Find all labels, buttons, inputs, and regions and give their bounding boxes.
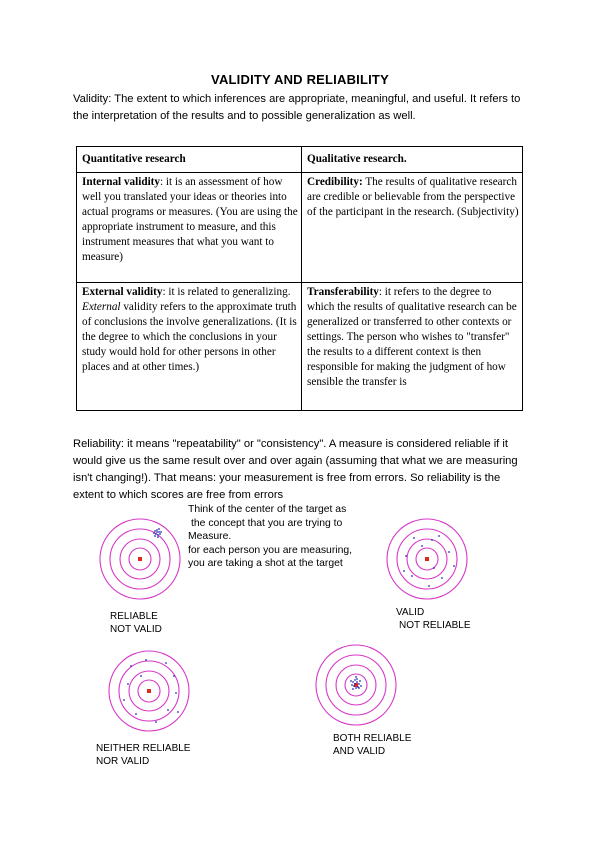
shot-mark	[155, 533, 157, 535]
shot-mark	[403, 570, 405, 572]
target-explanation	[188, 503, 388, 571]
note-line: the concept that you are trying to	[191, 517, 343, 529]
note-line: you are taking a shot at the target	[188, 558, 343, 569]
caption-line: NEITHER RELIABLE	[96, 743, 191, 754]
shot-mark	[421, 545, 423, 547]
shot-mark	[352, 681, 354, 683]
shot-mark	[160, 531, 162, 533]
shot-mark	[360, 685, 362, 687]
note-line: for each person you are measuring,	[188, 544, 353, 556]
shot-mark	[130, 665, 132, 667]
reliability-definition: Reliability: it means "repeatability" or "consistency". A measure is considered reliable if it would give us the same result over and over again (assuming that what we are measuring isn't changing!). That means: your measurement is free from errors. So reliability is the extent to which scores are free from errors	[73, 438, 518, 501]
shot-mark	[145, 659, 147, 661]
shot-mark	[356, 678, 358, 680]
shot-mark	[351, 684, 353, 686]
shot-mark	[356, 681, 358, 683]
transferability-text: : it refers to the degree to which the results of qualitative research can be generalized or transferred to other contexts or settings. The person who wishes to "transfer" the results to a different context is then responsible for making the judgment of how sensible the transfer is	[307, 286, 517, 388]
target-reliable-not-valid	[97, 516, 183, 602]
external-validity-text: : it is related to generalizing.	[162, 286, 291, 298]
shot-mark	[354, 683, 356, 685]
shot-mark	[355, 676, 357, 678]
table-row	[77, 283, 523, 411]
shot-mark	[159, 533, 161, 535]
external-validity-rest: validity refers to the approximate truth of conclusions the involve generalizations. (It is the degree to which the conclusions in your study would hold for other persons in other places and at other times.)	[82, 301, 297, 373]
table-header-row	[77, 147, 523, 173]
target-caption	[333, 733, 411, 758]
shot-mark	[156, 529, 158, 531]
shot-mark	[177, 711, 179, 713]
shot-mark	[411, 575, 413, 577]
shot-mark	[428, 585, 430, 587]
bullseye-mark	[138, 557, 142, 561]
external-validity-term: External validity	[82, 286, 163, 298]
shot-mark	[154, 530, 156, 532]
shot-mark	[431, 539, 433, 541]
shot-mark	[358, 687, 360, 689]
internal-validity-cell	[77, 173, 302, 283]
bullseye-mark	[147, 689, 151, 693]
shot-mark	[359, 680, 361, 682]
shot-mark	[352, 688, 354, 690]
target-both	[313, 642, 399, 728]
table-row	[77, 173, 523, 283]
shot-mark	[441, 577, 443, 579]
caption-line: NOT VALID	[110, 623, 162, 635]
credibility-cell	[302, 173, 523, 283]
shot-mark	[358, 683, 360, 685]
caption-line: RELIABLE	[110, 611, 158, 622]
caption-line: BOTH RELIABLE	[333, 733, 412, 744]
target-caption	[110, 611, 162, 636]
shot-mark	[448, 551, 450, 553]
document-title: VALIDITY AND RELIABILITY	[211, 72, 389, 87]
target-neither	[106, 648, 192, 734]
shot-mark	[438, 535, 440, 537]
shot-mark	[135, 713, 137, 715]
caption-line: AND VALID	[333, 745, 386, 757]
target-caption	[396, 607, 471, 632]
shot-mark	[173, 675, 175, 677]
shot-mark	[350, 680, 352, 682]
shot-mark	[405, 555, 407, 557]
transferability-term: Transferability	[307, 286, 379, 298]
shot-mark	[153, 532, 155, 534]
bullseye-mark	[425, 557, 429, 561]
shot-mark	[433, 567, 435, 569]
validity-comparison-table	[76, 146, 523, 411]
shot-mark	[154, 535, 156, 537]
shot-mark	[127, 683, 129, 685]
shot-mark	[165, 662, 167, 664]
shot-mark	[354, 679, 356, 681]
shot-mark	[123, 699, 125, 701]
shot-mark	[353, 685, 355, 687]
target-caption	[96, 743, 190, 768]
internal-validity-note: (You are using the appropriate instrument to measure, and this instrument measures that what you want to measure)	[82, 206, 298, 263]
shot-mark	[157, 536, 159, 538]
validity-definition: Validity: The extent to which inferences are appropriate, meaningful, and useful. It refers to the interpretation of the results and to possible generalization as well.	[73, 93, 521, 122]
caption-line: NOR VALID	[96, 755, 150, 767]
shot-mark	[355, 687, 357, 689]
caption-line: VALID	[396, 607, 425, 618]
target-valid-not-reliable	[384, 516, 470, 602]
shot-mark	[156, 531, 158, 533]
internal-validity-term: Internal validity	[82, 176, 161, 188]
note-line: Think of the center of the target as	[188, 504, 347, 515]
shot-mark	[453, 565, 455, 567]
external-italic-word: External	[82, 301, 121, 313]
shot-mark	[155, 721, 157, 723]
credibility-text: The results of qualitative research are credible or believable from the perspective of the participant in the research. (Subjectivity)	[307, 176, 519, 218]
shot-mark	[158, 531, 160, 533]
caption-line: NOT RELIABLE	[399, 619, 471, 631]
shot-mark	[413, 537, 415, 539]
shot-mark	[158, 528, 160, 530]
note-line: Measure.	[188, 531, 232, 542]
transferability-cell	[302, 283, 523, 411]
shot-mark	[175, 692, 177, 694]
shot-mark	[167, 709, 169, 711]
shot-mark	[140, 675, 142, 677]
credibility-term: Credibility:	[307, 176, 363, 188]
header-qualitative: Qualitative research.	[302, 147, 523, 173]
external-validity-cell	[77, 283, 302, 411]
internal-validity-text: : it is an assessment of how well you translated your ideas or theories into actual programs or measures.	[82, 176, 287, 218]
shot-mark	[157, 534, 159, 536]
header-quantitative: Quantitative research	[77, 147, 302, 173]
